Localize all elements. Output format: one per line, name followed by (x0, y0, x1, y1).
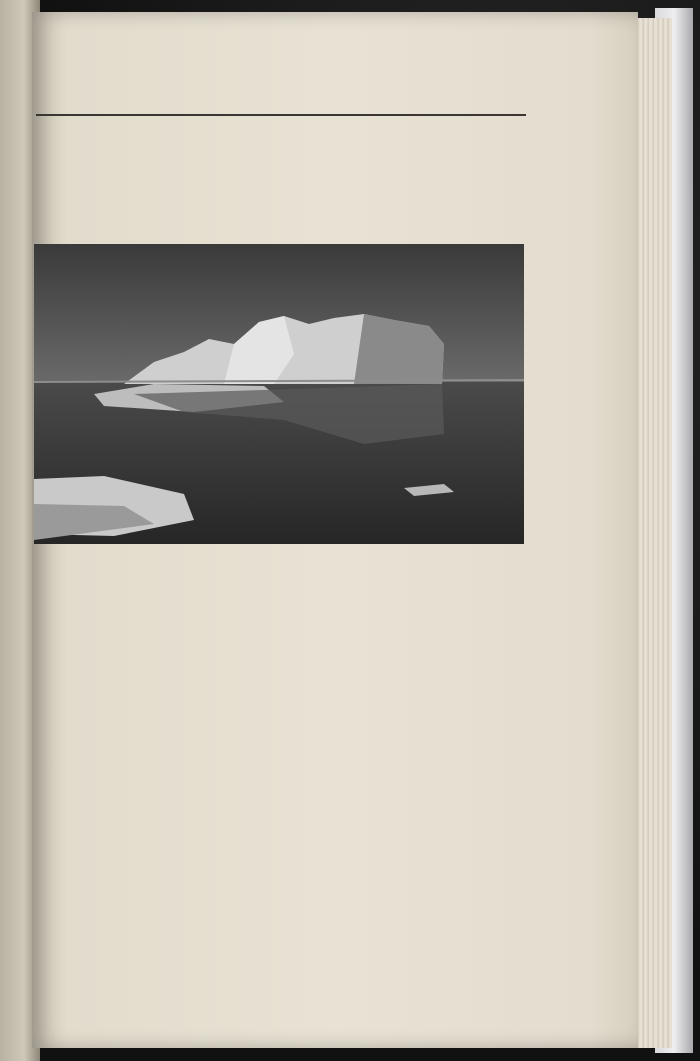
iceberg-photo (34, 244, 524, 544)
book-page (32, 12, 638, 1048)
header-rule (36, 114, 526, 116)
iceberg-illustration (34, 244, 524, 544)
